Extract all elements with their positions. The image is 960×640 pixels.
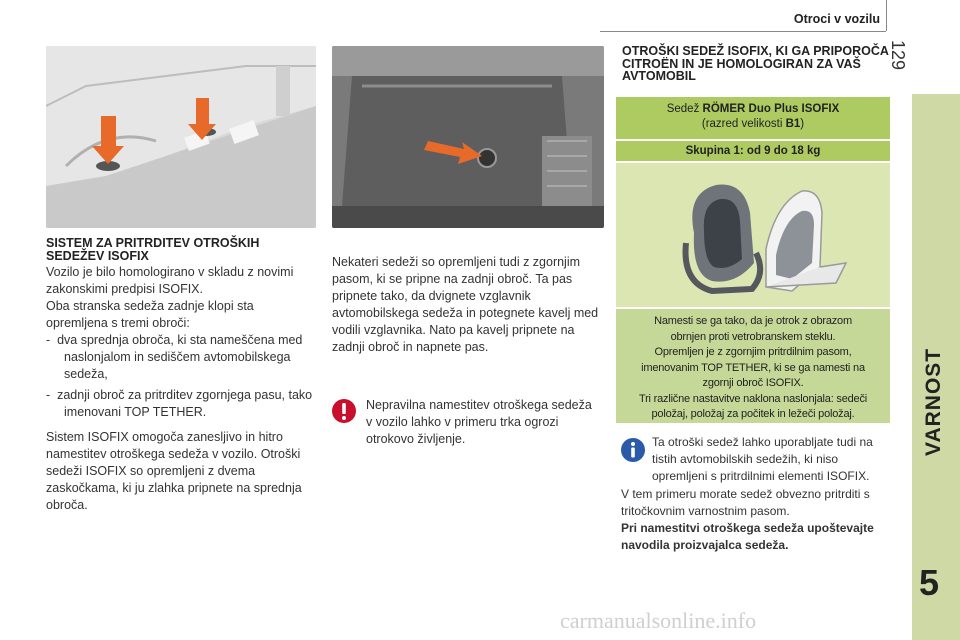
note-line: Namesti se ga tako, da je otrok z obrazom <box>654 315 852 327</box>
info-text: Ta otroški sedež lahko uporabljate tudi na tistih avtomobilskih sedežih, ki niso opremljeni s pritrdilnimi elementi ISOFIX. <box>652 435 873 483</box>
seat-prefix: Sedež <box>666 103 703 115</box>
note-line: imenovanim TOP TETHER, ki se ga namesti na <box>641 361 865 374</box>
size-suffix: ) <box>800 118 805 130</box>
note-line: obrnjen proti vetrobranskem steklu. <box>670 330 836 343</box>
recommended-heading: OTROŠKI SEDEŽ ISOFIX, KI GA PRIPOROČA CITROËN IN JE HOMOLOGIRAN ZA VAŠ AVTOMOBIL <box>622 44 889 83</box>
isofix-heading: SISTEM ZA PRITRDITEV OTROŠKIH SEDEŽEV ISOFIX <box>46 236 260 263</box>
page-number: 129 <box>888 40 908 71</box>
isofix-seat-photo <box>46 46 316 228</box>
note-line: položaj, položaj za počitek in ležeči položaj. <box>651 408 855 420</box>
seat-name-panel <box>616 97 890 139</box>
right-body <box>621 486 893 554</box>
header-tick <box>886 0 887 31</box>
info-icon <box>620 437 646 463</box>
seat-description-panel <box>616 309 890 423</box>
isofix-intro: Vozilo je bilo homologirano v skladu z novimi zakonskimi predpisi ISOFIX. <box>46 265 294 296</box>
size-prefix: (razred velikosti <box>701 118 786 130</box>
seat-name: RÖMER Duo Plus ISOFIX <box>702 103 840 115</box>
note-line: Opremljen je z zgornjim pritrdilnim pasom, <box>654 346 852 358</box>
belt-note: V tem primeru morate sedež obvezno pritrditi s tritočkovnim varnostnim pasom. <box>621 487 870 518</box>
isofix-lead: Oba stranska sedeža zadnje klopi sta opremljena s tremi obroči: <box>46 299 254 330</box>
watermark: carmanualsonline.info <box>560 608 757 633</box>
bullet-item: - zadnji obroč za pritrditev zgornjega pasu, tako imenovani TOP TETHER. <box>46 388 313 419</box>
chapter-label: VARNOST <box>922 347 945 456</box>
size-class: B1 <box>785 118 801 130</box>
chapter-number: 5 <box>919 562 940 603</box>
warning-text: Nepravilna namestitev otroškega sedeža v vozilo lahko v primeru trka ogrozi otrokovo življenje. <box>366 398 592 446</box>
header-rule <box>600 31 886 32</box>
running-header: Otroci v vozilu <box>793 12 880 26</box>
tether-text: Nekateri sedeži so opremljeni tudi z zgornjim pasom, ki se pripne na zadnji obroč. Ta pas pripnete tako, da dvignete vzglavnik avtomobilskega sedeža in potegnete kavelj med vodili vzglavnika. Nato pa kavelj pripnete na zadnji obroč in napnete pas. <box>332 255 599 354</box>
bullet-item: - dva sprednja obroča, ki sta nameščena med naslonjalom in sediščem avtomobilskega sedeža, <box>46 333 303 381</box>
group-label: Skupina 1: od 9 do 18 kg <box>616 141 890 161</box>
child-seat-illustration <box>616 163 890 307</box>
manufacturer-note: Pri namestitvi otroškega sedeža upoštevajte navodila proizvajalca sedeža. <box>621 521 874 552</box>
isofix-body <box>46 264 318 514</box>
warning-icon <box>331 398 357 424</box>
isofix-outro: Sistem ISOFIX omogoča zanesljivo in hitro namestitev otroškega sedeža v vozilo. Otroški sedeži ISOFIX so opremljeni z dvema zaskočkama, ki ju zlahka pripnete na sprednja obroča. <box>46 430 302 512</box>
note-line: Tri različne nastavitve naklona naslonjala: sedeči <box>638 392 868 405</box>
note-line: zgornji obroč ISOFIX. <box>702 377 804 389</box>
top-tether-photo <box>332 46 604 228</box>
